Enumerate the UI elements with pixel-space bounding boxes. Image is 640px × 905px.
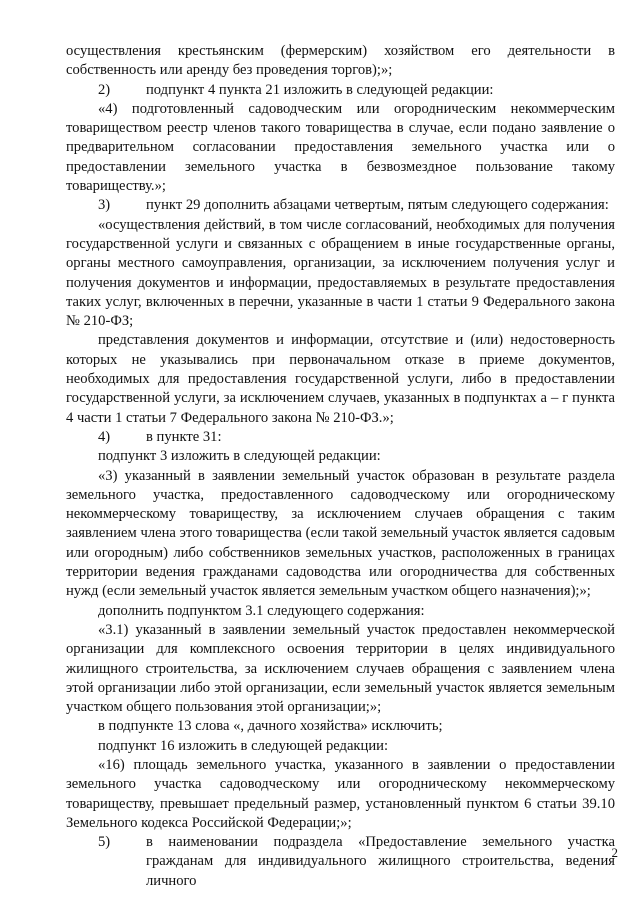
- list-item-number: 2): [98, 81, 111, 98]
- paragraph-fourth-abzac: «осуществления действий, в том числе согласований, необходимых для получения государственной услуги и связанных с обращением в иные государственные органы, органы местного самоуправления, организации, за исключением получения услуг и получения документов и информации, предоставляемых в результате предоставления таких услуг, включенных в перечни, указанные в части 1 статьи 9 Федерального закона № 210-ФЗ;: [66, 216, 615, 330]
- paragraph-subpoint-16-intro: подпункт 16 изложить в следующей редакции:: [98, 737, 389, 754]
- paragraph-subpoint-3-text: «3) указанный в заявлении земельный участок образован в результате раздела земельного участка, предоставленного садоводческому или огородническому некоммерческому товариществу, за исключением случаев обращения с таким заявлением члена этого товарищества (если такой земельный участок является садовым или огородным) либо собственников земельных участков, расположенных в границах территории ведения гражданами садоводства или огородничества для собственных нужд (если земельный участок является земельным участком общего назначения);»;: [66, 467, 615, 600]
- list-item-4: [66, 428, 615, 447]
- list-item-text: подпункт 4 пункта 21 изложить в следующей редакции:: [146, 81, 494, 98]
- paragraph-fifth-abzac: представления документов и информации, отсутствие и (или) недостоверность которых не указывались при первоначальном отказе в приеме документов, необходимых для предоставления государственной услуги, либо в предоставлении государственной услуги, за исключением случаев, указанных в подпунктах а – г пункта 4 части 1 статьи 7 Федерального закона № 210-ФЗ.»;: [66, 332, 615, 426]
- list-item-text: в пункте 31:: [146, 428, 222, 445]
- paragraph-continuation: осуществления крестьянским (фермерским) хозяйством его деятельности в собственность или аренду без проведения торгов);»;: [66, 43, 615, 79]
- paragraph-subpoint-4-text: «4) подготовленный садоводческим или огородническим некоммерческим товариществом реестр членов такого товарищества в случае, если подано заявление о предварительном согласовании предоставления земельного участка или о предоставлении земельного участка в безвозмездное пользование такому товариществу.»;: [66, 100, 615, 195]
- page-number: 2: [611, 845, 618, 860]
- list-item-text: в наименовании подраздела «Предоставление земельного участка гражданам для индивидуального жилищного строительства, ведения личного: [146, 834, 615, 889]
- document-body: [66, 42, 615, 891]
- list-item-3: [66, 196, 615, 215]
- list-item-number: 3): [98, 197, 111, 214]
- list-item-text: пункт 29 дополнить абзацами четвертым, пятым следующего содержания:: [146, 197, 609, 214]
- list-item-2: [66, 81, 615, 100]
- paragraph-subpoint-3-1-text: «3.1) указанный в заявлении земельный участок предоставлен некоммерческой организации для комплексного освоения территории в целях индивидуального жилищного строительства, за исключением случаев обращения с заявлением члена этой организации либо этой организации, если земельный участок является земельным участком общего пользования этой организации;»;: [66, 621, 615, 716]
- paragraph-subpoint-13: в подпункте 13 слова «, дачного хозяйства» исключить;: [98, 718, 443, 735]
- list-item-number: 5): [98, 834, 111, 851]
- list-item-number: 4): [98, 428, 111, 445]
- paragraph-subpoint-3-intro: подпункт 3 изложить в следующей редакции:: [98, 448, 381, 465]
- paragraph-subpoint-3-1-intro: дополнить подпунктом 3.1 следующего содержания:: [98, 602, 425, 619]
- paragraph-subpoint-16-text: «16) площадь земельного участка, указанного в заявлении о предоставлении земельного участка садоводческому или огородническому некоммерческому товариществу, превышает предельный размер, установленный пунктом 6 статьи 39.10 Земельного кодекса Российской Федерации;»;: [66, 756, 615, 831]
- list-item-5: [66, 833, 615, 891]
